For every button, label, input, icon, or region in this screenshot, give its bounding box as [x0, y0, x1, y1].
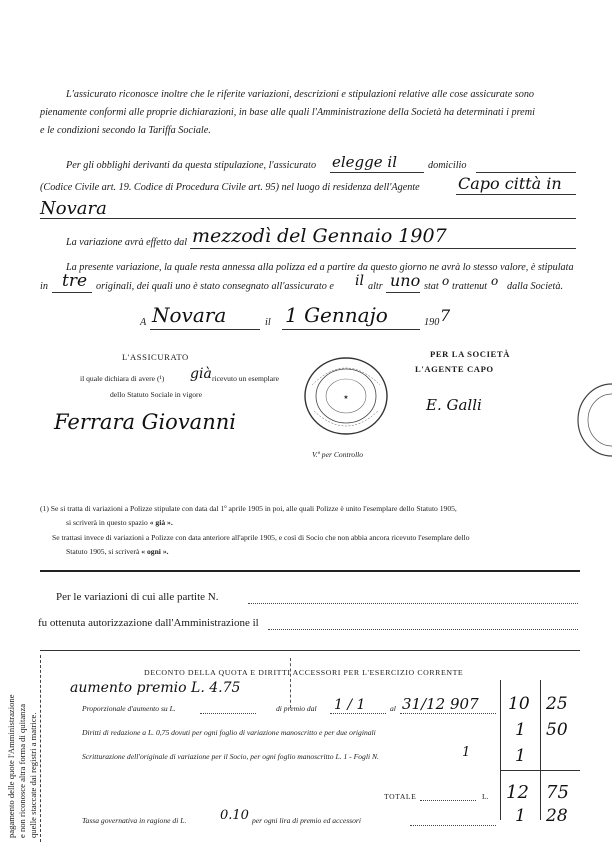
- copies-stat: stat: [424, 281, 439, 292]
- visto-per-controllo: V.º per Controllo: [312, 450, 364, 459]
- declaration-line-2: pienamente conformi alle proprie dichiarazioni, in base alle quali l'Amministrazione della Società ha determinati i premi: [40, 107, 535, 118]
- totale-lire: 12: [506, 782, 529, 803]
- tassa-cent: 28: [546, 806, 568, 826]
- handwritten-uno: uno: [390, 271, 421, 290]
- company-sub: L'AGENTE CAPO: [415, 364, 494, 374]
- copies-line-1: La presente variazione, la quale resta annessa alla polizza ed a partire da questo giorno ne avrà lo stesso valore, è stipulata: [66, 262, 574, 273]
- insured-declaration: il quale dichiara di avere (¹): [80, 374, 165, 383]
- handwritten-al: 31/12 907: [402, 695, 479, 713]
- copies-tratten: trattenut: [452, 281, 488, 292]
- row2-lire: 1: [515, 720, 526, 740]
- row-tassa-b: per ogni lira di premio ed accessori: [252, 816, 361, 825]
- copies-in: in: [40, 281, 48, 292]
- row-premio-dal: di premio dal: [276, 704, 317, 713]
- partite-line-1: Per le variazioni di cui alle partite N.: [56, 591, 219, 603]
- row3-lire: 1: [515, 746, 526, 766]
- svg-text:★: ★: [343, 394, 349, 401]
- row-tassa: Tassa governativa in ragione di L.: [82, 816, 187, 825]
- edge-stamp: [570, 380, 612, 460]
- handwritten-effect-date: mezzodì del Gennaio 1907: [192, 225, 447, 247]
- row-al: al: [390, 704, 396, 713]
- tassa-lire: 1: [515, 806, 526, 826]
- declaration-line-1: L'assicurato riconosce inoltre che le riferite variazioni, descrizioni e stipulazioni relative alle cose assicurate sono: [66, 89, 535, 100]
- row-proporzionale: Proporzionale d'aumento su L.: [82, 704, 176, 713]
- note-2-line-2: Statuto 1905, si scriverà « ogni ».: [66, 547, 169, 556]
- handwritten-novara: Novara: [40, 198, 107, 219]
- domicile-text: Per gli obblighi derivanti da questa stipulazione, l'assicurato: [66, 160, 317, 171]
- handwritten-capo-citta: Capo città in: [458, 174, 562, 193]
- totale-cent: 75: [546, 782, 569, 803]
- society-stamp: [302, 355, 390, 437]
- domicile-label: domicilio: [428, 160, 467, 171]
- handwritten-dal: 1 / 1: [334, 697, 366, 713]
- partite-line-2: fu ottenuta autorizzazione dall'Amministrazione il: [38, 617, 259, 629]
- totale-l: L.: [482, 792, 489, 801]
- handwritten-o: o: [442, 274, 450, 288]
- margin-line-1: pagamento delle quote l'Amministrazione: [6, 694, 16, 838]
- insured-heading: L'ASSICURATO: [122, 352, 189, 362]
- handwritten-gia: già: [190, 366, 212, 382]
- declaration-line-3: e le condizioni secondo la Tariffa Sociale.: [40, 125, 211, 136]
- copies-mid: originali, dei quali uno è stato consegnato all'assicurato e: [96, 281, 334, 292]
- handwritten-aumento: aumento premio L. 4.75: [70, 680, 241, 696]
- company-heading: PER LA SOCIETÀ: [430, 349, 511, 359]
- row-scritturazione: Scritturazione dell'originale di variazione per il Socio, per ogni foglio manoscritto L. 1 - Fogli N.: [82, 752, 379, 761]
- code-reference: (Codice Civile art. 19. Codice di Procedura Civile art. 95) nel luogo di residenza dell'Agente: [40, 182, 420, 193]
- place-year: 190: [424, 317, 440, 328]
- handwritten-year: 7: [440, 306, 451, 325]
- copies-end: dalla Società.: [507, 281, 564, 292]
- row1-lire: 10: [508, 694, 530, 714]
- place-il: il: [265, 317, 271, 328]
- margin-line-2: e non riconosce altra forma di quitanza: [17, 703, 27, 838]
- row-diritti: Diritti di redazione a L. 0,75 dovuti per ogni foglio di variazione manoscritto e per due originali: [82, 728, 376, 737]
- handwritten-tassa: 0.10: [220, 808, 249, 823]
- row1-cent: 25: [546, 694, 568, 714]
- note-1-line-2: si scriverà in questo spazio « già ».: [66, 518, 173, 527]
- copies-altr: altr: [368, 281, 383, 292]
- row2-cent: 50: [546, 720, 568, 740]
- place-a: A: [140, 317, 147, 328]
- insured-statute: dello Statuto Sociale in vigore: [110, 390, 202, 399]
- insured-signature: Ferrara Giovanni: [54, 410, 236, 434]
- totale-label: TOTALE: [384, 792, 417, 801]
- handwritten-tre: tre: [62, 271, 88, 291]
- note-1-line-1: (1) Se si tratta di variazioni a Polizze stipulate con data dal 1º aprile 1905 in poi, alle quali Polizze è unito l'esemplare dello Statuto 1905,: [40, 504, 457, 513]
- handwritten-elegge: elegge il: [332, 153, 397, 171]
- agent-signature: E. Galli: [426, 396, 482, 414]
- effect-text: La variazione avrà effetto dal: [66, 237, 188, 248]
- note-2-line-1: Se trattasi invece di variazioni a Polizze con data anteriore all'aprile 1905, e così di Socio che non abbia ancora ricevuto l'esemplare dello: [52, 533, 470, 542]
- deconto-title: DECONTO DELLA QUOTA E DIRITTI ACCESSORI PER L'ESERCIZIO CORRENTE: [144, 668, 464, 677]
- handwritten-city: Novara: [152, 303, 227, 327]
- margin-line-3: quelle staccate dai registri a matrice.: [28, 712, 38, 838]
- handwritten-o2: o: [491, 274, 499, 288]
- handwritten-day: 1 Gennajo: [285, 303, 388, 327]
- handwritten-il: il: [355, 273, 364, 289]
- insured-declaration-b: ricevuto un esemplare: [212, 374, 280, 383]
- handwritten-fogli: 1: [462, 745, 471, 760]
